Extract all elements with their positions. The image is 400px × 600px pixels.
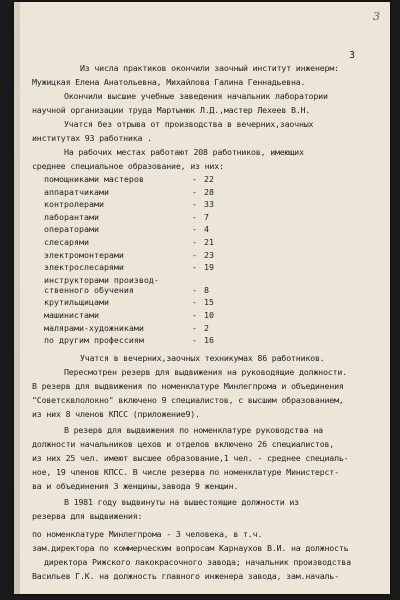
list-item-value: 10	[204, 310, 214, 320]
list-item-value: 7	[204, 211, 209, 222]
list-item	[44, 250, 344, 260]
list-item-label: инструкторами производ- ственного обучения	[44, 274, 159, 295]
list-item-label: по другим профессиям	[44, 335, 144, 346]
paragraph-line: На рабочих местах работают 208 работников, имеющих	[64, 147, 304, 157]
list-item	[44, 297, 344, 307]
paragraph-line: В резерв для выдвижения по номенклатуре Минлегпрома и объединения	[32, 381, 344, 391]
list-item-value: 21	[204, 237, 214, 247]
page-number: 3	[349, 50, 356, 61]
list-item-dash: -	[192, 249, 197, 260]
list-item-dash: -	[192, 310, 197, 320]
list-item	[44, 335, 344, 345]
paragraph-line: Пересмотрен резерв для выдвижения на руководящие должности.	[64, 367, 347, 377]
list-item	[44, 323, 344, 333]
list-item-value: 23	[204, 249, 214, 260]
list-item-dash: -	[192, 224, 197, 235]
list-item-label: машинистами	[44, 310, 99, 320]
list-item-value: 2	[204, 322, 209, 333]
paragraph-line: Из числа практиков окончили заочный институт инженерм:	[80, 63, 339, 73]
handwritten-page-mark: 3	[373, 10, 380, 23]
list-item-value: 15	[204, 297, 214, 308]
paragraph-line: должности начальников цехов и отделов включено 26 специалистов,	[32, 439, 335, 449]
list-item-value: 22	[204, 174, 214, 184]
list-item-label: электрослесарями	[44, 262, 124, 273]
list-item-dash: -	[192, 262, 197, 273]
list-item-label: слесарями	[44, 237, 89, 247]
list-item	[44, 187, 344, 197]
list-item	[44, 174, 344, 184]
document-page	[14, 2, 390, 594]
list-item-value: 28	[204, 186, 214, 197]
paragraph-line: резерва для выдвижения:	[32, 511, 143, 521]
list-item-label: крутильщицами	[44, 297, 109, 308]
paragraph-line: Мужицкая Елена Анатольевна, Михайлова Галина Геннадьевна.	[32, 77, 306, 87]
list-item	[44, 212, 344, 222]
paragraph-line: Окончили высшие учебные заведения начальник лаборатории	[64, 91, 328, 101]
paragraph-line: "Советсквлолокно" включено 9 специалистов, с высшим образованием,	[32, 395, 344, 405]
paragraph-line: Васильев Г.К. на должность главного инженера завода, зам.началь-	[32, 571, 339, 581]
paragraph-line: зам.директора по коммерческим вопросам Карнаухов В.И. на должность	[32, 543, 349, 553]
list-item-label: помощниками мастеров	[44, 174, 144, 184]
paragraph-line: из них 25 чел. имеют высшее образование,1 чел. - среднее специаль-	[32, 453, 349, 463]
list-item-label: аппаратчиками	[44, 186, 109, 197]
list-item-value: 16	[204, 335, 214, 346]
list-item-value: 19	[204, 262, 214, 273]
paragraph-line: среднее специальное образование, из них:	[32, 161, 224, 171]
list-item-dash: -	[192, 186, 197, 197]
paragraph-line: ва и объединения 3 женщины,завода 9 женщин.	[32, 481, 239, 491]
list-item-value: 8	[204, 284, 209, 295]
list-item	[44, 275, 344, 295]
list-item	[44, 199, 344, 209]
paragraph-line: директора Рижского лакокрасочного завода; начальник производства	[44, 557, 351, 567]
list-item	[44, 237, 344, 247]
list-item-value: 4	[204, 224, 209, 235]
paragraph-line: В 1981 году выдвинуты на вышестоящие должности из	[64, 497, 299, 507]
paragraph-line: научной организации труда Мартынюк Л.Д.,мастер Лехеев В.Н.	[32, 105, 311, 115]
paragraph-line: ное, 19 членов КПСС. В числе резерва по номенклатуре Министерст-	[32, 467, 339, 477]
list-item-label: операторами	[44, 224, 99, 235]
list-item-label: электромонтерами	[44, 249, 124, 260]
list-item-label: контролерами	[44, 199, 104, 210]
list-item-dash: -	[192, 199, 197, 210]
list-item	[44, 224, 344, 234]
list-item-dash: -	[192, 297, 197, 308]
list-item-dash: -	[192, 211, 197, 222]
page-margin	[14, 2, 20, 594]
list-item-value: 33	[204, 199, 214, 210]
paragraph-line: по номенклатуре Минлегпрома - 3 человека, в т.ч.	[32, 529, 263, 539]
paragraph-line: институтах 93 работника .	[32, 133, 152, 143]
list-item	[44, 262, 344, 272]
list-item-dash: -	[192, 322, 197, 333]
list-item-dash: -	[192, 174, 197, 184]
paragraph-line: Учатся в вечерних,заочных техникумах 86 работников.	[80, 353, 325, 363]
paragraph-line: В резерв для выдвижения по номенклатуре руководства на	[64, 425, 323, 435]
paragraph-line: Учатся без отрыва от производства в вечерних,заочных	[64, 119, 314, 129]
paragraph-line: из них 8 членов КПСС (приложение9).	[32, 409, 200, 419]
list-item-dash: -	[192, 335, 197, 346]
list-item	[44, 310, 344, 320]
list-item-label: лаборантами	[44, 211, 99, 222]
list-item-dash: -	[192, 284, 197, 295]
list-item-dash: -	[192, 237, 197, 247]
list-item-label: малярами-художниками	[44, 322, 144, 333]
